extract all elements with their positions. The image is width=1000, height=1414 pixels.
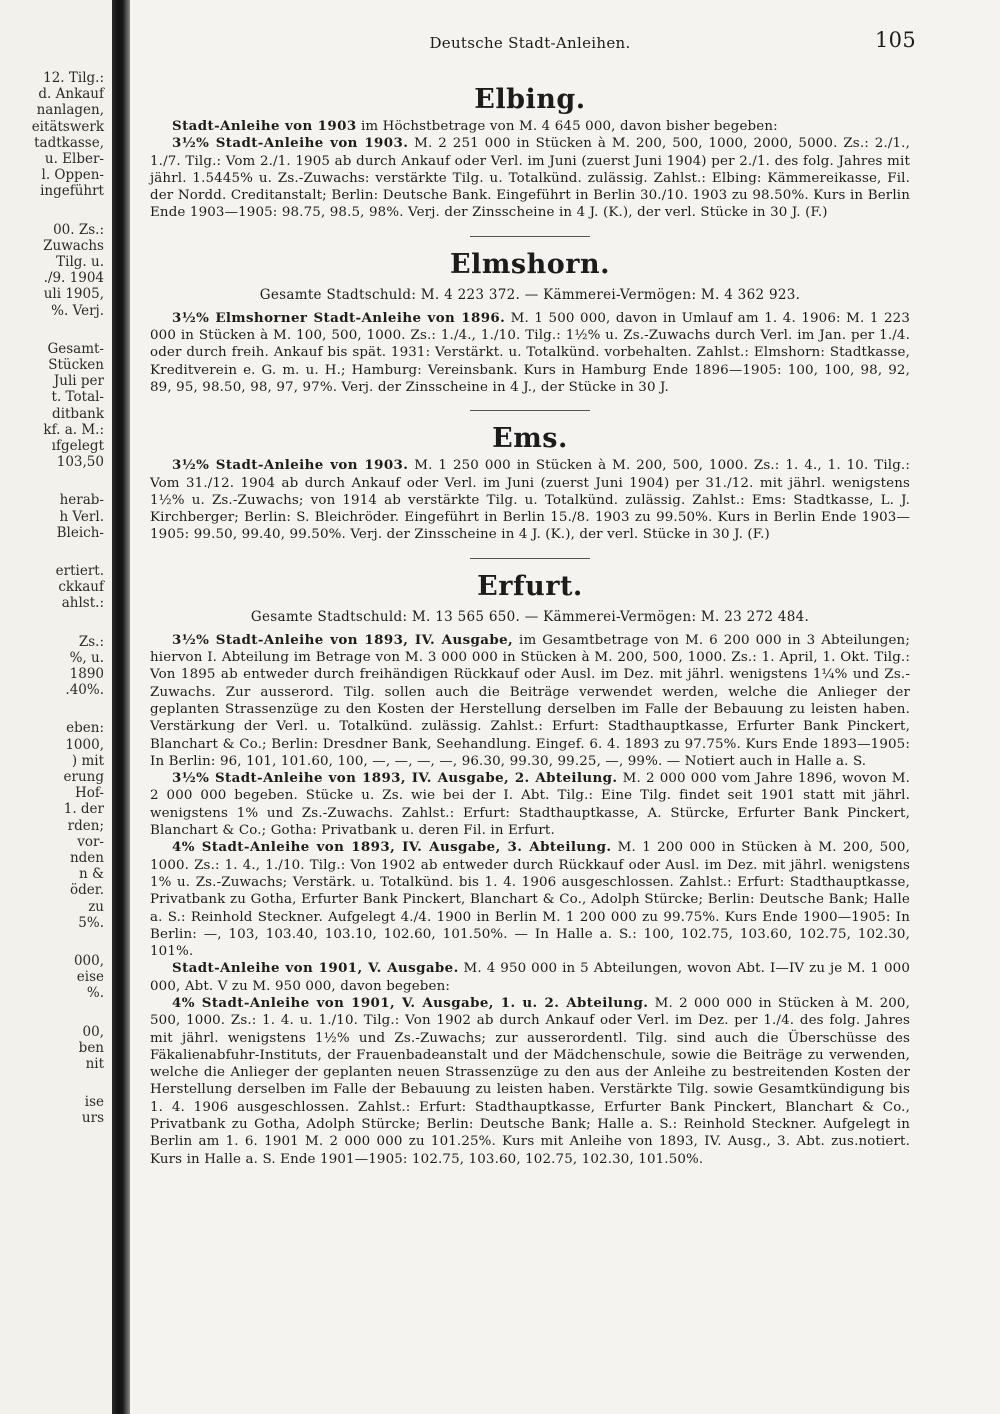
previous-page-line: nanlagen,: [36, 102, 104, 119]
loan-entry: [150, 770, 910, 839]
previous-page-fragment: [0, 0, 112, 1414]
previous-page-line: ıfgelegt: [51, 438, 104, 454]
page-number: 105: [875, 28, 916, 52]
loan-entry: [150, 960, 910, 995]
loan-entry: [150, 118, 910, 135]
previous-page-line: t. Total-: [51, 389, 104, 406]
previous-page-line: 5%.: [78, 914, 104, 931]
previous-page-line: ahlst.:: [61, 595, 104, 612]
previous-page-line: .40%.: [65, 682, 104, 699]
previous-page-line: Zuwachs: [43, 237, 104, 254]
previous-page-line: %.: [86, 985, 104, 1002]
loan-entry: [150, 632, 910, 770]
loan-title: 3½% Elmshorner Stadt-Anleihe von 1896.: [172, 309, 506, 326]
previous-page-line: Juli per: [53, 373, 104, 390]
previous-page-line: ise: [84, 1094, 104, 1111]
previous-page-line: uli 1905,: [43, 286, 104, 303]
previous-page-line: eitätswerk: [31, 118, 104, 135]
previous-page-line: ingeführt: [40, 183, 104, 200]
previous-page-line: ckkauf: [58, 579, 104, 596]
city-section: [150, 247, 910, 396]
running-head: [150, 28, 916, 54]
city-section: [150, 569, 910, 1168]
loan-details: M. 1 200 000 in Stücken à M. 200, 500, 1000. Zs.: 1. 4., 1./10. Tilg.: Von 1902 ab entweder durch Rückkauf oder Ausl. im Dez. mit jährl. wenigstens 1% u. Zs.-Zuwachs; Verstärk. u. Totalkünd. bis 1. 4. 1906 ausgeschlossen. Zahlst.: Erfurt: Stadthauptkasse, Privatbank zu Gotha, Erfurter Bank Pinckert, Blanchart & Co., Adolph Stürcke; Berlin: Deutsche Bank; Halle a. S.: Reinhold Steckner. Aufgelegt 4./4. 1900 in Berlin M. 1 200 000 zu 99.75%. Kurs Ende 1900—1905: In Berlin: —, 103, 103.40, 103.10, 102.60, 101.50%. — In Halle a. S.: 100, 102.75, 103.60, 102.75, 102.30, 101%.: [150, 840, 910, 960]
previous-page-line: 1890: [69, 666, 104, 682]
loan-entry: [150, 995, 910, 1168]
loan-title: Stadt-Anleihe von 1901, V. Ausgabe.: [172, 960, 459, 977]
previous-page-line: ben: [78, 1039, 104, 1056]
sections-container: [150, 82, 910, 1168]
city-heading: Elmshorn.: [449, 248, 610, 280]
previous-page-line: Stücken: [48, 357, 104, 373]
previous-page-line: %, u.: [69, 649, 104, 666]
previous-page-line: 00,: [82, 1023, 104, 1040]
loan-details: M. 2 251 000 in Stücken à M. 200, 500, 1000, 2000, 5000. Zs.: 2./1., 1./7. Tilg.: Vom 2./1. 1905 ab durch Ankauf oder Verl. im Juni (zuerst Juni 1904) per 2./1. des folg. Jahres mit jährl. 1.5445% u. Zs.-Zuwachs: verstärkte Tilg. u. Totalkünd. zulässig. Zahlst.: Elbing: Kämmereikasse, Fil. der Nordd. Creditanstalt; Berlin: Deutsche Bank. Eingeführt in Berlin 30./10. 1903 zu 98.50%. Kurs in Berlin Ende 1903—1905: 98.75, 98.5, 98%. Verj. der Zinsscheine in 4 J. (K.), der verl. Stücke in 30 J. (F.): [150, 136, 910, 221]
previous-page-line: vor-: [77, 833, 104, 850]
previous-page-line: ertiert.: [55, 563, 104, 579]
section-separator: [470, 410, 590, 411]
previous-page-line: 00. Zs.:: [53, 221, 104, 238]
previous-page-line: 1000,: [65, 736, 104, 753]
loan-details: M. 1 500 000, davon in Umlauf am 1. 4. 1906: M. 1 223 000 in Stücken à M. 100, 500, 1000. Zs.: 1./4., 1./10. Tilg.: 1½% u. Zs.-Zuwachs durch Verl. im Jan. per 1./4. oder durch freih. Ankauf bis spät. 1931: Verstärkt. u. Totalkünd. vorbehalten. Zahlst.: Elmshorn: Stadtkasse, Kreditverein e. G. m. u. H.; Hamburg: Vereinsbank. Kurs in Hamburg Ende 1896—1905: 100, 100, 98, 92, 89, 95, 98.50, 98, 97, 97%. Verj. der Zinsscheine in 4 J., der Stücke in 30 J.: [150, 310, 910, 395]
loan-title: 4% Stadt-Anleihe von 1901, V. Ausgabe, 1. u. 2. Abteilung.: [172, 994, 649, 1011]
previous-page-line: %. Verj.: [51, 302, 104, 319]
previous-page-line: ./9. 1904: [43, 270, 104, 287]
loan-details: M. 2 000 000 vom Jahre 1896, wovon M. 2 000 000 begeben. Stücke u. Zs. wie bei der I. Abt. Tilg.: Eine Tilg. findet seit 1901 statt mit jährl. wenigstens 1% und Zs.-Zuwachs. Zahlst.: Erfurt: Stadthauptkasse, A. Stürcke, Erfurter Bank Pinckert, Blanchart & Co.; Gotha: Privatbank u. deren Fil. in Erfurt.: [150, 771, 910, 839]
previous-page-line: u. Elber-: [44, 151, 104, 167]
city-heading: Elbing.: [474, 84, 586, 115]
loan-title: 3½% Stadt-Anleihe von 1903.: [172, 135, 409, 152]
page: [150, 28, 916, 1168]
section-separator: [470, 236, 590, 237]
running-head-title: Deutsche Stadt-Anleihen.: [429, 34, 631, 52]
city-debt-summary: Gesamte Stadtschuld: M. 4 223 372. — Kämmerei-Vermögen: M. 4 362 923.: [259, 286, 801, 303]
previous-page-line: rden;: [67, 817, 104, 834]
city-debt-summary: Gesamte Stadtschuld: M. 13 565 650. — Kämmerei-Vermögen: M. 23 272 484.: [250, 608, 810, 625]
loan-entry: [150, 457, 910, 543]
loan-title: 3½% Stadt-Anleihe von 1893, IV. Ausgabe, 2. Abteilung.: [172, 770, 618, 787]
previous-page-line: d. Ankauf: [38, 86, 104, 103]
book-gutter: [112, 0, 130, 1414]
previous-page-line: 1. der: [63, 801, 104, 818]
previous-page-line: urs: [81, 1110, 104, 1127]
previous-page-line: nden: [69, 850, 104, 866]
previous-page-line: öder.: [69, 882, 104, 899]
loan-details: im Höchstbetrage von M. 4 645 000, davon bisher begeben:: [356, 119, 778, 134]
city-heading: Ems.: [492, 423, 568, 455]
loan-details: M. 1 250 000 in Stücken à M. 200, 500, 1000. Zs.: 1. 4., 1. 10. Tilg.: Vom 31./12. 1904 ab durch Ankauf oder Verl. im Juni (zuerst Juni 1904) per 31./12. mit jährl. wenigstens 1½% u. Zs.-Zuwachs; von 1914 ab verstärkte Tilg. u. Totalkünd. zulässig. Zahlst.: Ems: Stadtkasse, L. J. Kirchberger; Berlin: S. Bleichröder. Eingeführt in Berlin 15./8. 1903 zu 99.50%. Kurs in Berlin Ende 1903—1905: 99.50, 99.40, 99.50%. Verj. der Zinsscheine in 4 J. (K.), der verl. Stücke in 30 J. (F.): [150, 458, 910, 543]
loan-entry: [150, 135, 910, 221]
previous-page-line: Zs.:: [78, 633, 104, 650]
loan-title: 3½% Stadt-Anleihe von 1893, IV. Ausgabe,: [172, 631, 514, 648]
loan-details: M. 4 950 000 in 5 Abteilungen, wovon Abt. I—IV zu je M. 1 000 000, Abt. V zu M. 950 000, davon begeben:: [150, 961, 910, 994]
previous-page-line: ditbank: [52, 405, 104, 422]
loan-entry: [150, 839, 910, 960]
previous-page-line: 000,: [73, 953, 104, 969]
previous-page-line: kf. a. M.:: [43, 421, 104, 438]
city-heading: Erfurt.: [477, 570, 583, 602]
previous-page-line: Hof-: [75, 785, 104, 802]
previous-page-line: n &: [78, 866, 104, 883]
previous-page-line: l. Oppen-: [41, 167, 104, 184]
previous-page-line: eise: [76, 969, 104, 986]
loan-details: im Gesamtbetrage von M. 6 200 000 in 3 Abteilungen; hiervon I. Abteilung im Betrage von M. 3 000 000 in Stücken à M. 200, 500, 1000. Zs.: 1. April, 1. Okt. Tilg.: Von 1895 ab entweder durch freihändigen Rückkauf oder Ausl. im Dez. mit jährl. wenigstens 1¼% und Zs.-Zuwachs. Zur ausserord. Tilg. sollen auch die Beiträge verwendet werden, welche die Anlieger der geplanten Strassenzüge zu den Kosten der Herstellung derselben im Falle der Bebauung zu leisten haben. Verstärkung der Verl. u. Totalkünd. zulässig. Zahlst.: Erfurt: Stadthauptkasse, Erfurter Bank Pinckert, Blanchart & Co.; Berlin: Dresdner Bank, Seehandlung. Eingef. 6. 4. 1893 zu 97.75%. Kurs Ende 1893—1905: In Berlin: 96, 101, 101.60, 100, —, —, —, —, 96.30, 99.30, 99.25, —, 99%. — Notiert auch in Halle a. S.: [150, 632, 910, 769]
loan-entry: [150, 310, 910, 396]
previous-page-line: herab-: [59, 492, 104, 509]
previous-page-line: eben:: [66, 720, 104, 737]
previous-page-line: h Verl.: [59, 508, 104, 525]
loan-title: 4% Stadt-Anleihe von 1893, IV. Ausgabe, 3. Abteilung.: [172, 839, 612, 856]
previous-page-line: Bleich-: [56, 524, 104, 541]
previous-page-line: 103,50: [56, 454, 104, 471]
city-section: [150, 421, 910, 543]
previous-page-line: Tilg. u.: [56, 254, 104, 270]
previous-page-line: erung: [63, 769, 104, 785]
city-section: [150, 82, 910, 222]
previous-page-line: nit: [85, 1056, 104, 1072]
previous-page-line: 12. Tilg.:: [43, 70, 104, 86]
loan-title: Stadt-Anleihe von 1903: [172, 118, 357, 134]
loan-title: 3½% Stadt-Anleihe von 1903.: [172, 457, 409, 474]
section-separator: [470, 558, 590, 559]
previous-page-line: Gesamt-: [47, 340, 104, 357]
previous-page-line: ) mit: [71, 752, 104, 769]
previous-page-line: zu: [88, 898, 104, 915]
previous-page-line: tadtkasse,: [34, 134, 104, 151]
loan-details: M. 2 000 000 in Stücken à M. 200, 500, 1000. Zs.: 1. 4. u. 1./10. Tilg.: Von 1902 ab durch Ankauf oder Verl. im Dez. per 1./4. des folg. Jahres mit jährl. wenigstens 1½% und Zs.-Zuwachs; zur ausserordentl. Tilg. sind auch die Überschüsse des Fäkalienabfuhr-Instituts, der Frauenbadeanstalt und der Mädchenschule, sowie die Beiträge zu verwenden, welche die Anlieger der geplanten neuen Strassenzüge zu den aus der Anleihe zu bestreitenden Kosten der Herstellung derselben im Falle der Bebauung zu leisten haben. Verstärkte Tilg. sowie Gesamtkündigung bis 1. 4. 1906 ausgeschlossen. Zahlst.: Erfurt: Stadthauptkasse, Erfurter Bank Pinckert, Blanchart & Co., Privatbank zu Gotha, Adolph Stürcke; Berlin: Deutsche Bank; Halle a. S.: Reinhold Steckner. Aufgelegt in Berlin am 1. 6. 1901 M. 2 000 000 zu 101.25%. Kurs mit Anleihe von 1893, IV. Ausg., 3. Abt. zus.notiert. Kurs in Halle a. S. Ende 1901—1905: 102.75, 103.60, 102.75, 102.30, 101.50%.: [150, 995, 911, 1167]
